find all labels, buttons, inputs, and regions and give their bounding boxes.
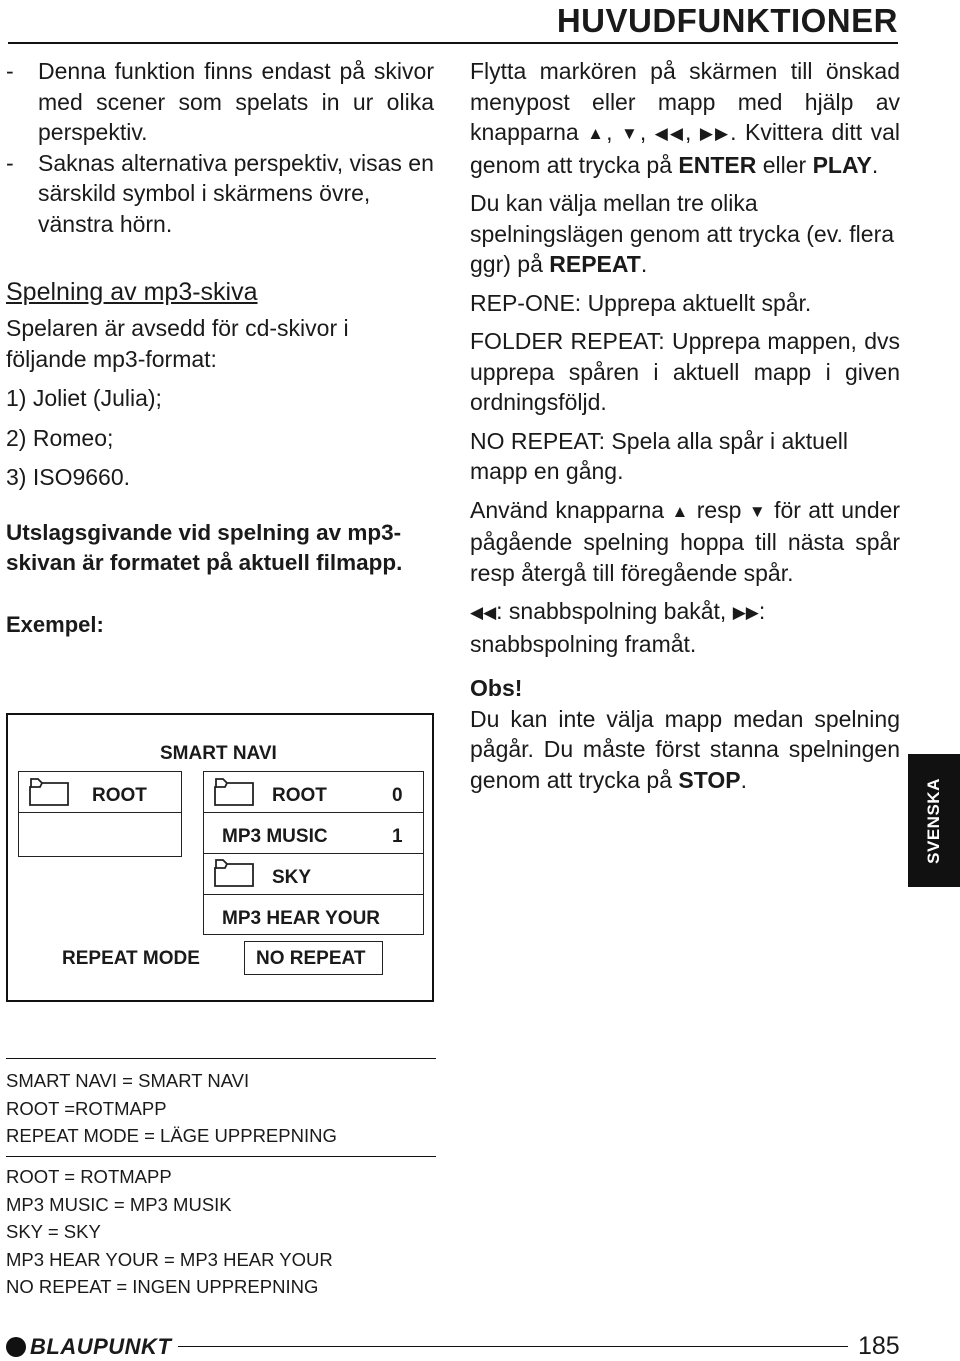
folder-icon (213, 858, 257, 888)
legend-line: ROOT =ROTMAPP (6, 1097, 167, 1119)
legend-line: SKY = SKY (6, 1221, 101, 1243)
page-title: HUVUDFUNKTIONER (556, 2, 898, 39)
footer-rule (178, 1346, 848, 1347)
folder-icon (28, 777, 72, 807)
legend-group (6, 1163, 333, 1301)
format-item: 1) Joliet (Julia); (6, 385, 162, 411)
folder-repeat-text: FOLDER REPEAT: Upprepa mappen, dvs upprepa spåren i aktuell mapp i given ordningsföljd. (470, 328, 900, 415)
folder-row-name: ROOT (272, 785, 327, 806)
fast-forward-icon: ▶▶ (699, 124, 731, 143)
legend-line: ROOT = ROTMAPP (6, 1166, 172, 1187)
intro-text: Spelaren är avsedd för cd-skivor i följande mp3-format: (6, 315, 349, 372)
bold-note: Utslagsgivande vid spelning av mp3-skivan är formatet på aktuell filmapp. (6, 519, 403, 575)
legend-rule (6, 1058, 436, 1059)
folder-row-num: 1 (392, 826, 403, 847)
folder-row-name: SKY (272, 867, 312, 888)
language-tab: SVENSKA (908, 754, 960, 887)
rewind-icon: ◀◀ (470, 603, 497, 622)
legend-group (6, 1067, 337, 1150)
folder-row-num: 0 (392, 785, 403, 806)
rewind-icon: ◀◀ (654, 124, 685, 143)
bullet-item: - Saknas alternativa perspektiv, visas en särskild symbol i skärmens övre, vänstra hörn. (6, 149, 434, 237)
obs-text: Du kan inte välja mapp medan spelning pågår. Du måste först stanna spelningen genom att trycka på STOP. (470, 705, 900, 793)
bullet-item: - Denna funktion finns endast på skivor med scener som spelats in ur olika perspektiv. (6, 58, 434, 145)
triangle-down-icon: ▼ (748, 501, 767, 521)
example-label: Exempel: (6, 611, 104, 637)
no-repeat-label: NO REPEAT (256, 948, 366, 969)
paragraph-wind: ◀◀: snabbspolning bakåt, ▶▶: snabbspolning framåt. (470, 598, 766, 657)
triangle-up-icon: ▲ (671, 501, 690, 521)
legend-line: MP3 HEAR YOUR = MP3 HEAR YOUR (6, 1248, 333, 1270)
page-number: 185 (858, 1332, 900, 1360)
smart-navi-label: SMART NAVI (160, 743, 277, 764)
section-heading: Spelning av mp3-skiva (6, 278, 258, 306)
fast-forward-icon: ▶▶ (732, 603, 759, 622)
paragraph-skip: Använd knapparna ▲ resp ▼ för att under pågående spelning hoppa till nästa spår resp återgå till föregående spår. (470, 496, 901, 586)
rep-one-text: REP-ONE: Upprepa aktuellt spår. (470, 289, 812, 316)
folder-row-name: MP3 MUSIC (222, 826, 328, 847)
legend-line: NO REPEAT = INGEN UPPREPNING (6, 1276, 319, 1298)
format-item: 3) ISO9660. (6, 464, 131, 490)
legend-rule (6, 1156, 436, 1157)
paragraph-navigation: Flytta markören på skärmen till önskad menypost eller mapp med hjälp av knapparna ▲, ▼, ◀◀, ▶▶. Kvittera ditt val genom att trycka på ENTER eller PLAY. (470, 58, 900, 178)
obs-heading: Obs! (470, 675, 523, 701)
right-column (470, 56, 900, 795)
no-repeat-text: NO REPEAT: Spela alla spår i aktuell mapp en gång. (470, 427, 848, 484)
brand-logo: BLAUPUNKT (6, 1334, 171, 1360)
format-item: 2) Romeo; (6, 424, 114, 451)
logo-dot-icon (6, 1337, 26, 1357)
repeat-mode-label: REPEAT MODE (62, 948, 200, 969)
header-rule (8, 42, 898, 44)
folder-icon (213, 777, 257, 807)
example-diagram (6, 713, 434, 1002)
legend-line: REPEAT MODE = LÄGE UPPREPNING (6, 1125, 337, 1147)
legend-line: SMART NAVI = SMART NAVI (6, 1070, 250, 1091)
triangle-down-icon: ▼ (620, 124, 640, 143)
triangle-up-icon: ▲ (587, 124, 607, 143)
paragraph-repeat: Du kan välja mellan tre olika spelningslägen genom att trycka (ev. flera ggr) på REPEAT. (470, 190, 895, 277)
left-column (6, 56, 434, 640)
left-root-label: ROOT (92, 785, 147, 806)
folder-row-name: MP3 HEAR YOUR (222, 908, 381, 929)
legend-line: MP3 MUSIC = MP3 MUSIK (6, 1193, 232, 1215)
